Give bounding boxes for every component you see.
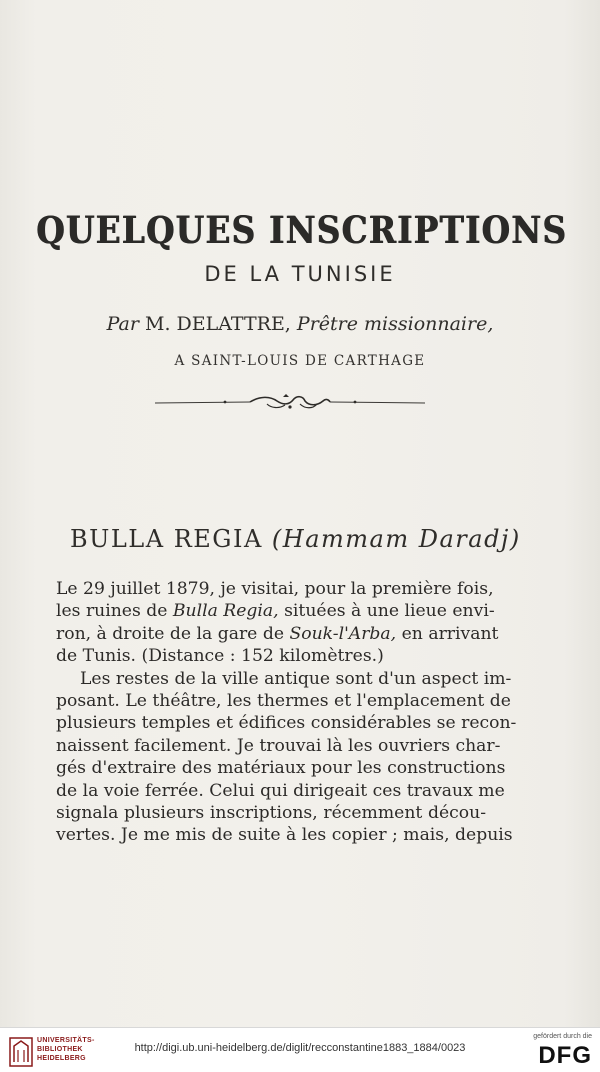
body-italic-term: Souk-l'Arba, bbox=[289, 623, 397, 644]
author-line bbox=[0, 313, 600, 335]
body-text-segment: les ruines de bbox=[56, 601, 173, 622]
ornament-divider-icon bbox=[155, 392, 425, 412]
body-line bbox=[56, 623, 499, 645]
body-line: signala plusieurs inscriptions, récemment décou- bbox=[56, 803, 486, 823]
body-line: plusieurs temples et édifices considérables se recon- bbox=[56, 713, 517, 734]
body-line: de la voie ferrée. Celui qui dirigeait ces travaux me bbox=[56, 780, 505, 801]
dfg-logo: DFG bbox=[538, 1042, 592, 1069]
section-heading-alt-name: (Hammam Daradj) bbox=[271, 525, 521, 553]
body-text-segment: ron, à droite de la gare de bbox=[56, 623, 290, 644]
body-line bbox=[56, 600, 495, 622]
body-line: de Tunis. (Distance : 152 kilomètres.) bbox=[56, 646, 384, 667]
author-prefix: Par bbox=[106, 313, 139, 335]
body-line: Le 29 juillet 1879, je visitai, pour la première fois, bbox=[56, 579, 494, 599]
body-italic-term: Bulla Regia, bbox=[172, 601, 279, 622]
author-name: M. DELATTRE, bbox=[145, 313, 291, 335]
page-title: QUELQUES INSCRIPTIONS bbox=[36, 208, 567, 252]
section-heading-name: BULLA REGIA bbox=[70, 525, 263, 553]
body-line: Les restes de la ville antique sont d'un aspect im- bbox=[80, 668, 512, 689]
body-text-segment: en arrivant bbox=[396, 623, 499, 644]
place-line: A SAINT-LOUIS DE CARTHAGE bbox=[174, 353, 426, 369]
funded-by-text: gefördert durch die bbox=[533, 1033, 592, 1040]
body-line: gés d'extraire des matériaux pour les constructions bbox=[56, 758, 506, 779]
section-heading bbox=[70, 525, 521, 553]
library-name-line: BIBLIOTHEK bbox=[37, 1046, 83, 1053]
body-line: vertes. Je me mis de suite à les copier ; mais, depuis bbox=[56, 825, 513, 846]
body-line: naissent facilement. Je trouvai là les ouvriers char- bbox=[56, 735, 501, 756]
library-name-line: HEIDELBERG bbox=[37, 1055, 86, 1062]
page-subtitle: DE LA TUNISIE bbox=[204, 262, 396, 286]
body-line: posant. Le théâtre, les thermes et l'emplacement de bbox=[56, 691, 511, 711]
library-name-line: UNIVERSITÄTS- bbox=[37, 1037, 95, 1044]
source-url-link[interactable]: http://digi.ub.uni-heidelberg.de/diglit/recconstantine1883_1884/0023 bbox=[134, 1042, 466, 1054]
author-role: Prêtre missionnaire, bbox=[296, 313, 494, 335]
footer-bar bbox=[0, 1027, 600, 1072]
body-text-segment: situées à une lieue envi- bbox=[278, 601, 495, 622]
